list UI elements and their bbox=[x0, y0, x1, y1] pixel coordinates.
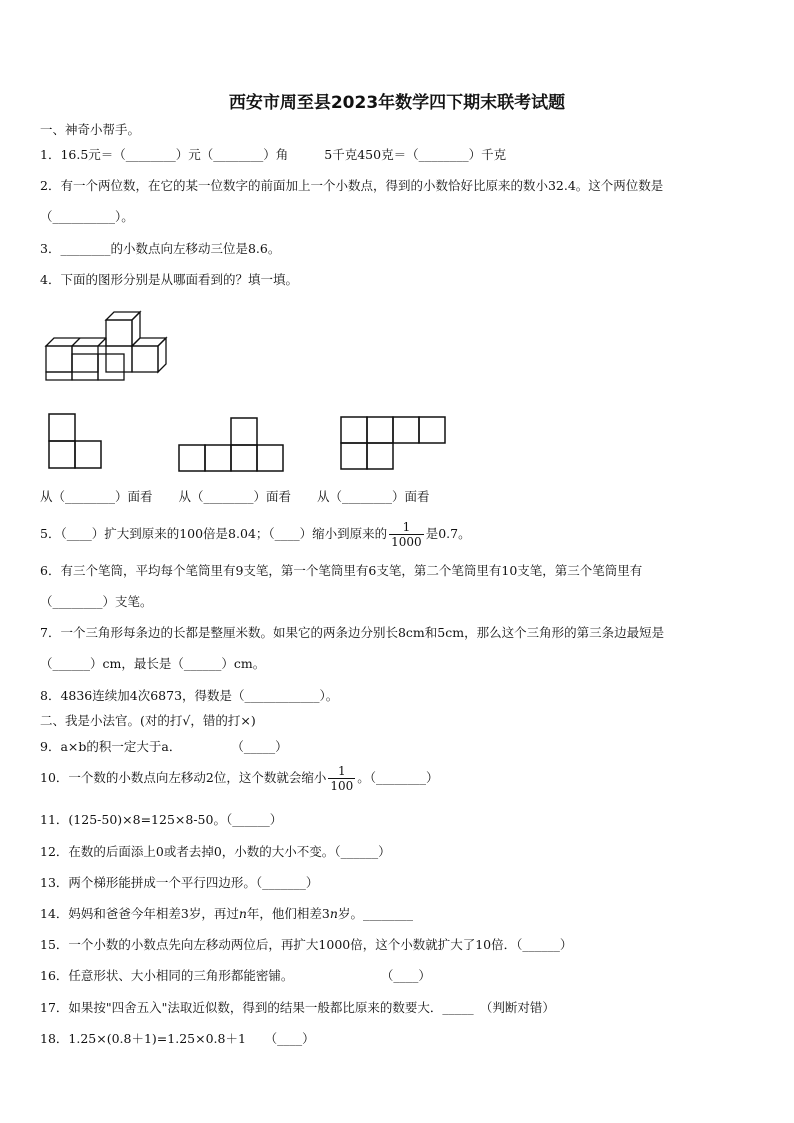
section-2-heading: 二、我是小法官。(对的打√，错的打×) bbox=[40, 713, 256, 728]
view-labels bbox=[40, 489, 429, 505]
question-9: 9．a×b的积一定大于a． （_____） bbox=[40, 739, 288, 754]
question-5-text: 5．（____）扩大到原来的100倍是8.04；（____）缩小到原来的 bbox=[40, 526, 388, 541]
view-label-b: 从（________）面看 bbox=[178, 489, 291, 504]
question-16: 16．任意形状、大小相同的三角形都能密铺。 （____） bbox=[40, 968, 431, 983]
question-7-line-1: 7．一个三角形每条边的长都是整厘米数。如果它的两条边分别长8cm和5cm，那么这个三角形的第三条边最短是 bbox=[40, 625, 665, 640]
question-6-line-2: （________）支笔。 bbox=[40, 594, 153, 609]
question-18: 18．1.25×(0.8＋1)=1.25×0.8＋1 （____） bbox=[40, 1031, 315, 1046]
question-5 bbox=[40, 519, 471, 549]
fraction-denominator: 1000 bbox=[391, 535, 422, 549]
fraction-denominator: 100 bbox=[330, 779, 354, 793]
question-4: 4．下面的图形分别是从哪面看到的？填一填。 bbox=[40, 272, 298, 287]
cube-stack-figure bbox=[44, 308, 169, 384]
question-14-text-a: 14．妈妈和爸爸今年相差3岁，再过 bbox=[40, 906, 239, 921]
page-title: 西安市周至县2023年数学四下期末联考试题 bbox=[228, 93, 566, 113]
question-11: 11．(125-50)×8=125×8-50。（______） bbox=[40, 812, 283, 827]
fraction-1-1000 bbox=[389, 520, 424, 549]
question-2-line-2: （__________）。 bbox=[40, 209, 134, 224]
question-13: 13．两个梯形能拼成一个平行四边形。（_______） bbox=[40, 875, 319, 890]
fraction-numerator: 1 bbox=[402, 520, 411, 534]
view-label-a: 从（________）面看 bbox=[40, 489, 153, 504]
view-figure-b bbox=[177, 417, 289, 473]
question-14-text-c: 岁。________ bbox=[337, 906, 413, 921]
question-1 bbox=[40, 147, 506, 163]
question-14-text-b: 年，他们相差3 bbox=[246, 906, 330, 921]
question-3: 3．________的小数点向左移动三位是8.6。 bbox=[40, 241, 281, 256]
question-10 bbox=[40, 763, 439, 793]
variable-n: n bbox=[329, 906, 338, 921]
fraction-numerator: 1 bbox=[338, 764, 346, 778]
question-1-part-a: 1．16.5元＝（________）元（________）角 bbox=[40, 147, 289, 162]
view-label-c: 从（________）面看 bbox=[316, 489, 430, 504]
question-7-line-2: （______）cm，最长是（______）cm。 bbox=[40, 656, 266, 671]
question-10-tail: 。（________） bbox=[357, 770, 439, 785]
question-15: 15．一个小数的小数点先向左移动两位后，再扩大1000倍，这个小数就扩大了10倍．（______） bbox=[40, 937, 573, 952]
view-figure-a bbox=[48, 413, 104, 469]
question-2-line-1: 2．有一个两位数，在它的某一位数字的前面加上一个小数点，得到的小数恰好比原来的数小32.4。这个两位数是 bbox=[40, 178, 664, 193]
question-17: 17．如果按"四舍五入"法取近似数，得到的结果一般都比原来的数要大．_____ （判断对错） bbox=[40, 1000, 555, 1015]
question-5-tail: 是0.7。 bbox=[425, 526, 471, 541]
question-1-part-b: 5千克450克＝（________）千克 bbox=[324, 147, 507, 162]
fraction-1-100 bbox=[328, 764, 355, 793]
section-1-heading: 一、神奇小帮手。 bbox=[40, 122, 141, 137]
question-14 bbox=[40, 906, 413, 922]
view-figure-c bbox=[340, 416, 448, 472]
question-12: 12．在数的后面添上0或者去掉0，小数的大小不变。（______） bbox=[40, 844, 391, 859]
question-10-text: 10．一个数的小数点向左移动2位，这个数就会缩小 bbox=[40, 770, 327, 785]
question-6-line-1: 6．有三个笔筒，平均每个笔筒里有9支笔，第一个笔筒里有6支笔，第二个笔筒里有10支笔，第三个笔筒里有 bbox=[40, 563, 643, 578]
variable-n: n bbox=[238, 906, 247, 921]
question-8: 8．4836连续加4次6873，得数是（____________）。 bbox=[40, 688, 339, 703]
